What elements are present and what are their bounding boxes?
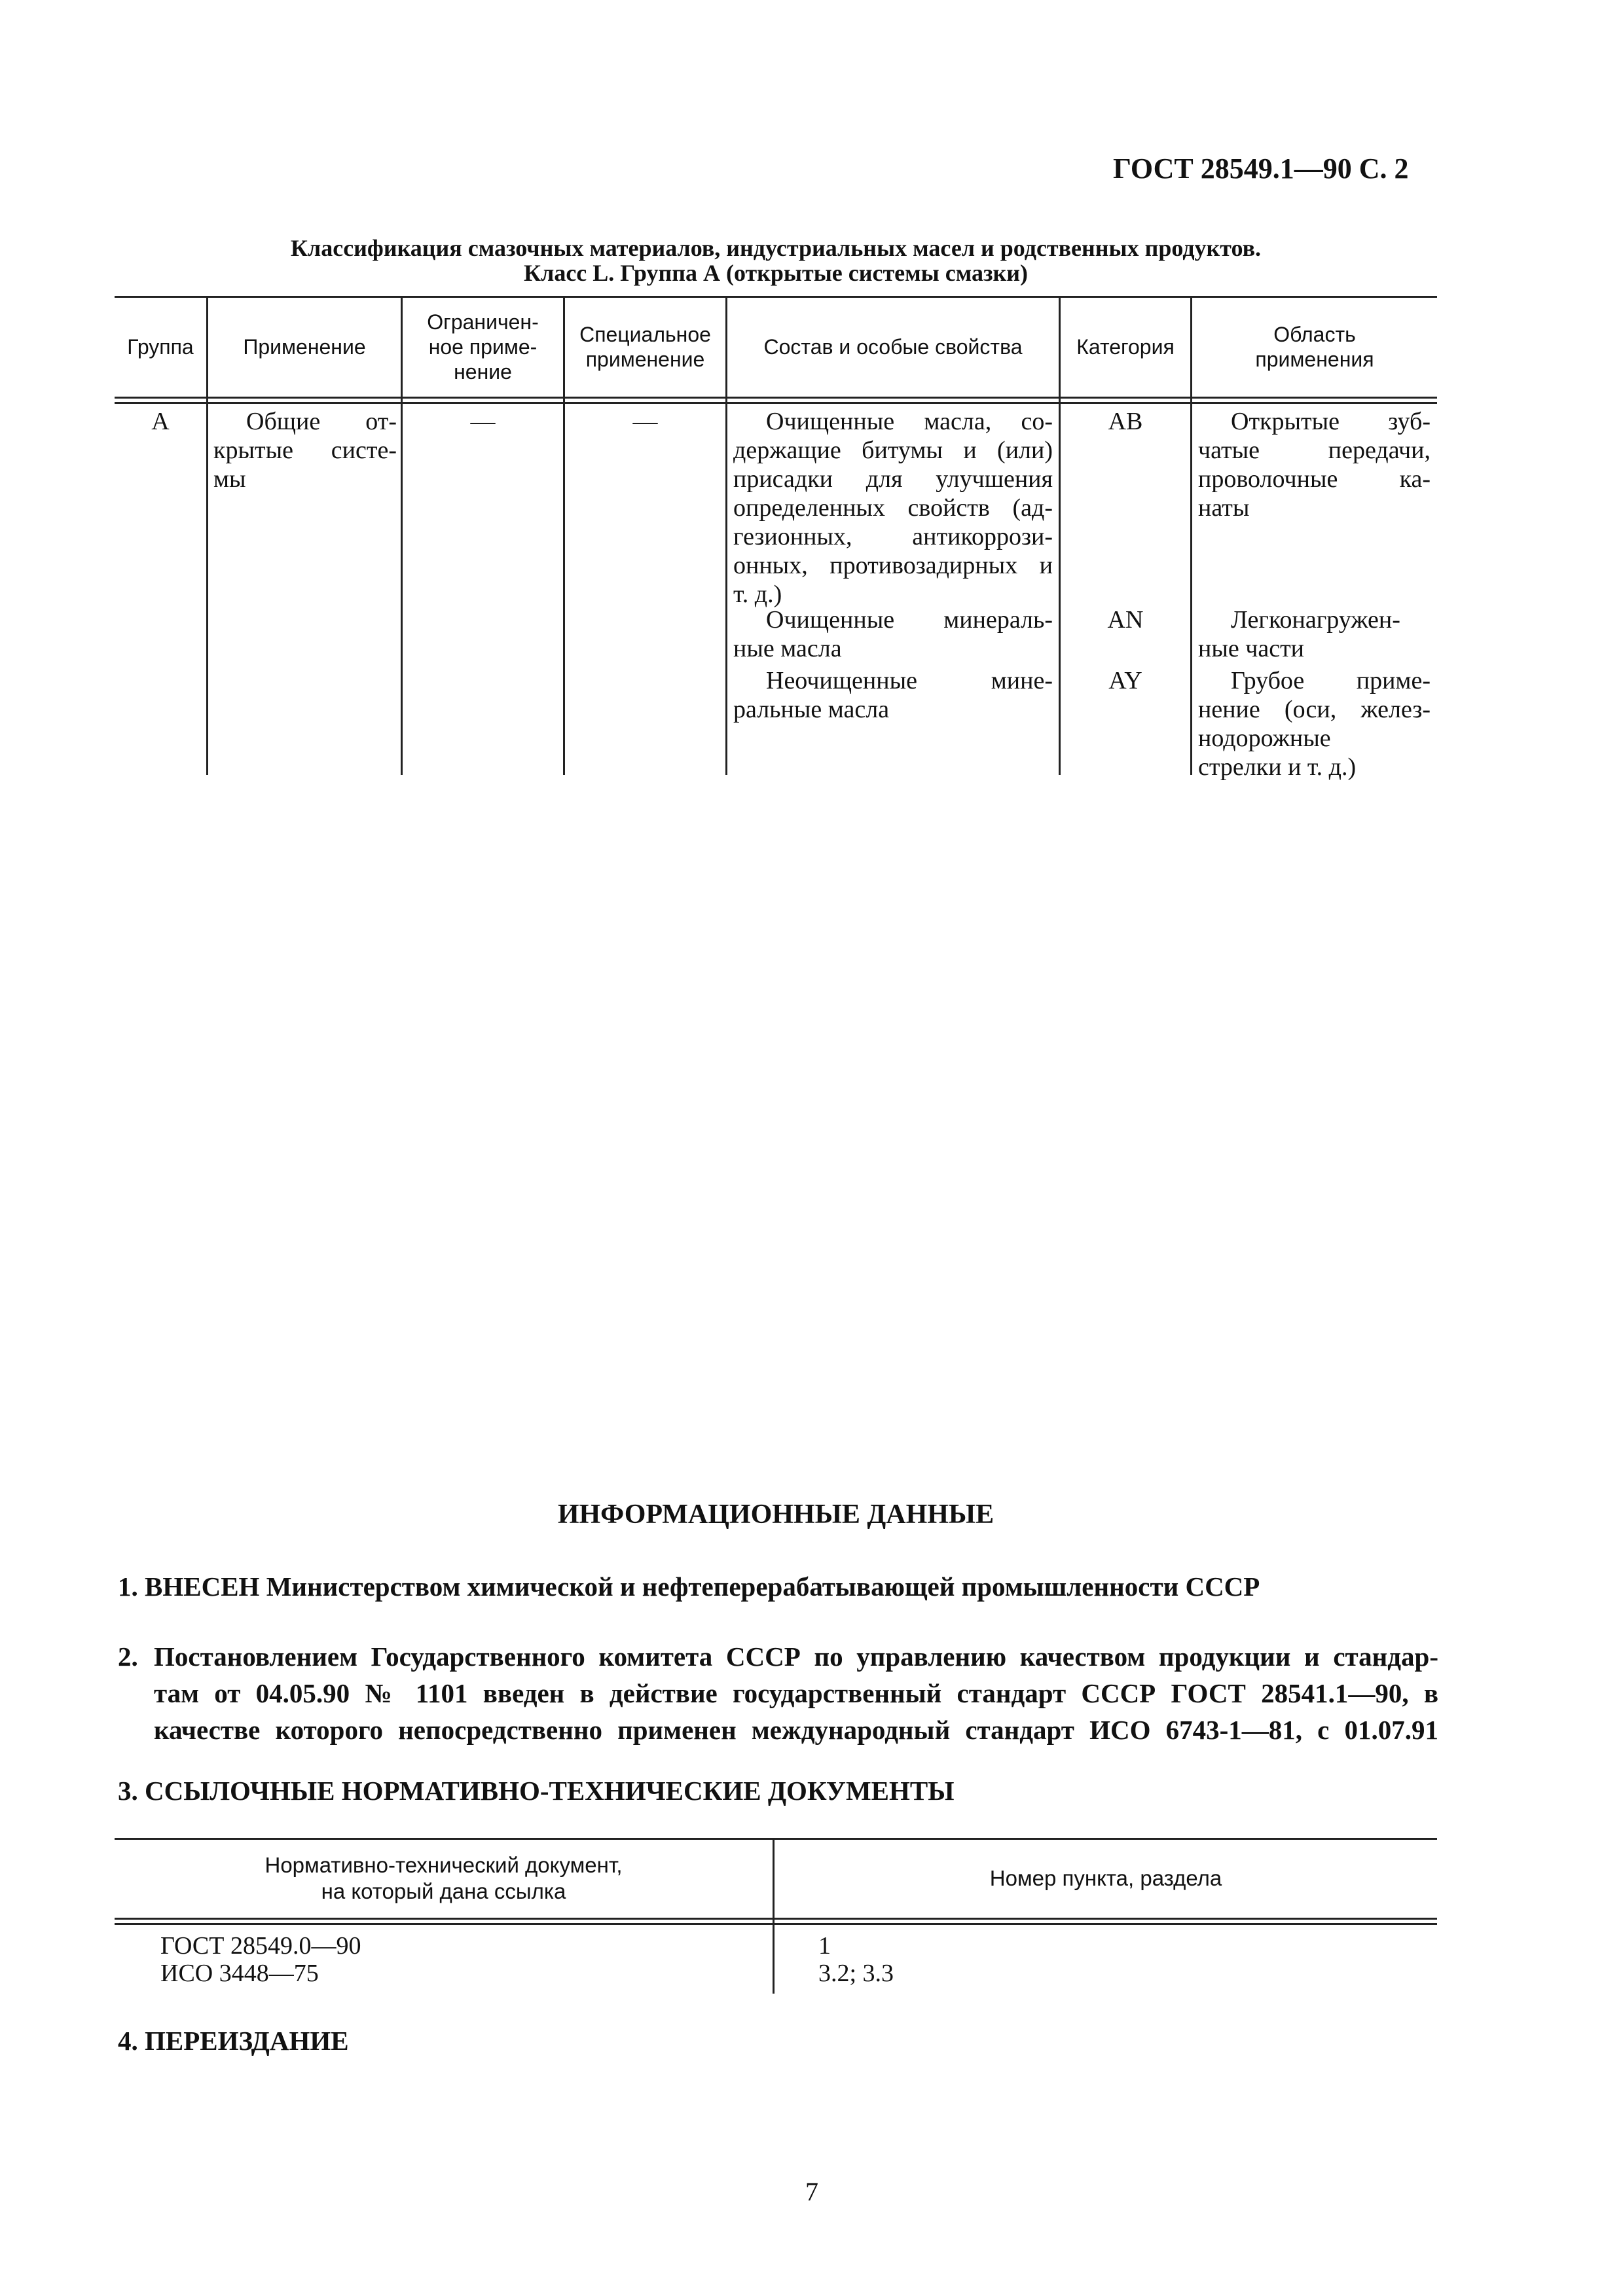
header-special: Специальное применение (579, 323, 711, 371)
table-caption-line-2: Класс L. Группа А (открытые системы смазки) (524, 260, 1028, 286)
info-item-2-number: 2. (118, 1641, 138, 1672)
cell-composition-ay: Неочищенные мине- ральные масла (733, 667, 1053, 723)
ref-row-document: ИСО 3448—75 (160, 1960, 319, 1987)
ref-header-rule-double (115, 1923, 1437, 1925)
table-header-rule (115, 397, 1437, 399)
header-area: Область применения (1255, 323, 1374, 371)
ref-header-document: Нормативно-технический документ, на который дана ссылка (264, 1853, 623, 1903)
header-composition: Состав и особые свойства (763, 335, 1023, 359)
table-caption-line-1: Классификация смазочных материалов, индустриальных масел и родственных продуктов. (290, 235, 1262, 261)
cell-special: — (632, 408, 658, 435)
header-category: Категория (1076, 335, 1175, 359)
cell-application: Общие от- крытые систе- мы (213, 408, 397, 493)
cell-category-ay: AY (1108, 667, 1142, 694)
cell-limited: — (470, 408, 496, 435)
ref-row-section: 1 (818, 1932, 831, 1960)
info-item-2: Постановлением Государственного комитета СССР по управлению качеством продукции и стандар- там от 04.05.90 № 1101 введен в действие государственный стандарт СССР ГОСТ 28541.1—90, в качестве которого непосредственно применен международный стандарт ИСО 6743-1—81, с 01.07.91 (154, 1641, 1438, 1745)
cell-area-ay: Грубое приме- нение (оси, желез- нодорожные стрелки и т. д.) (1198, 667, 1431, 781)
ref-col-divider (773, 1838, 775, 1994)
page-number: 7 (805, 2177, 818, 2206)
cell-category-an: AN (1107, 606, 1144, 634)
ref-row-section: 3.2; 3.3 (818, 1960, 894, 1987)
header-limited: Ограничен- ное приме- нение (427, 310, 539, 384)
table-top-rule (115, 296, 1437, 298)
header-application: Применение (243, 335, 366, 359)
cell-group: А (151, 408, 170, 435)
cell-area-an: Легконагружен- ные части (1198, 606, 1400, 662)
info-item-3: 3. ССЫЛОЧНЫЕ НОРМАТИВНО-ТЕХНИЧЕСКИЕ ДОКУМЕНТЫ (118, 1776, 955, 1806)
cell-composition-an: Очищенные минераль- ные масла (733, 606, 1053, 662)
cell-area-ab: Открытые зуб- чатые передачи, проволочные ка- наты (1198, 408, 1431, 522)
col-divider (206, 296, 208, 775)
ref-header-section: Номер пункта, раздела (989, 1866, 1222, 1890)
running-header: ГОСТ 28549.1—90 С. 2 (1113, 152, 1409, 185)
ref-row-document: ГОСТ 28549.0—90 (160, 1932, 361, 1960)
info-title: ИНФОРМАЦИОННЫЕ ДАННЫЕ (557, 1499, 994, 1530)
col-divider (1059, 296, 1061, 775)
header-group: Группа (127, 335, 194, 359)
cell-category-ab: AB (1108, 408, 1143, 435)
table-header-rule-double (115, 402, 1437, 404)
cell-composition-ab: Очищенные масла, со- держащие битумы и (или) присадки для улучшения определенных свойств (ад- гезионных, антикоррози- онных, противозадирных и т. д.) (733, 408, 1053, 608)
ref-header-rule (115, 1918, 1437, 1920)
info-item-4: 4. ПЕРЕИЗДАНИЕ (118, 2026, 349, 2056)
ref-top-rule (115, 1838, 1437, 1840)
col-divider (725, 296, 727, 775)
info-item-1: 1. ВНЕСЕН Министерством химической и нефтеперерабатывающей промышленности СССР (118, 1571, 1260, 1602)
